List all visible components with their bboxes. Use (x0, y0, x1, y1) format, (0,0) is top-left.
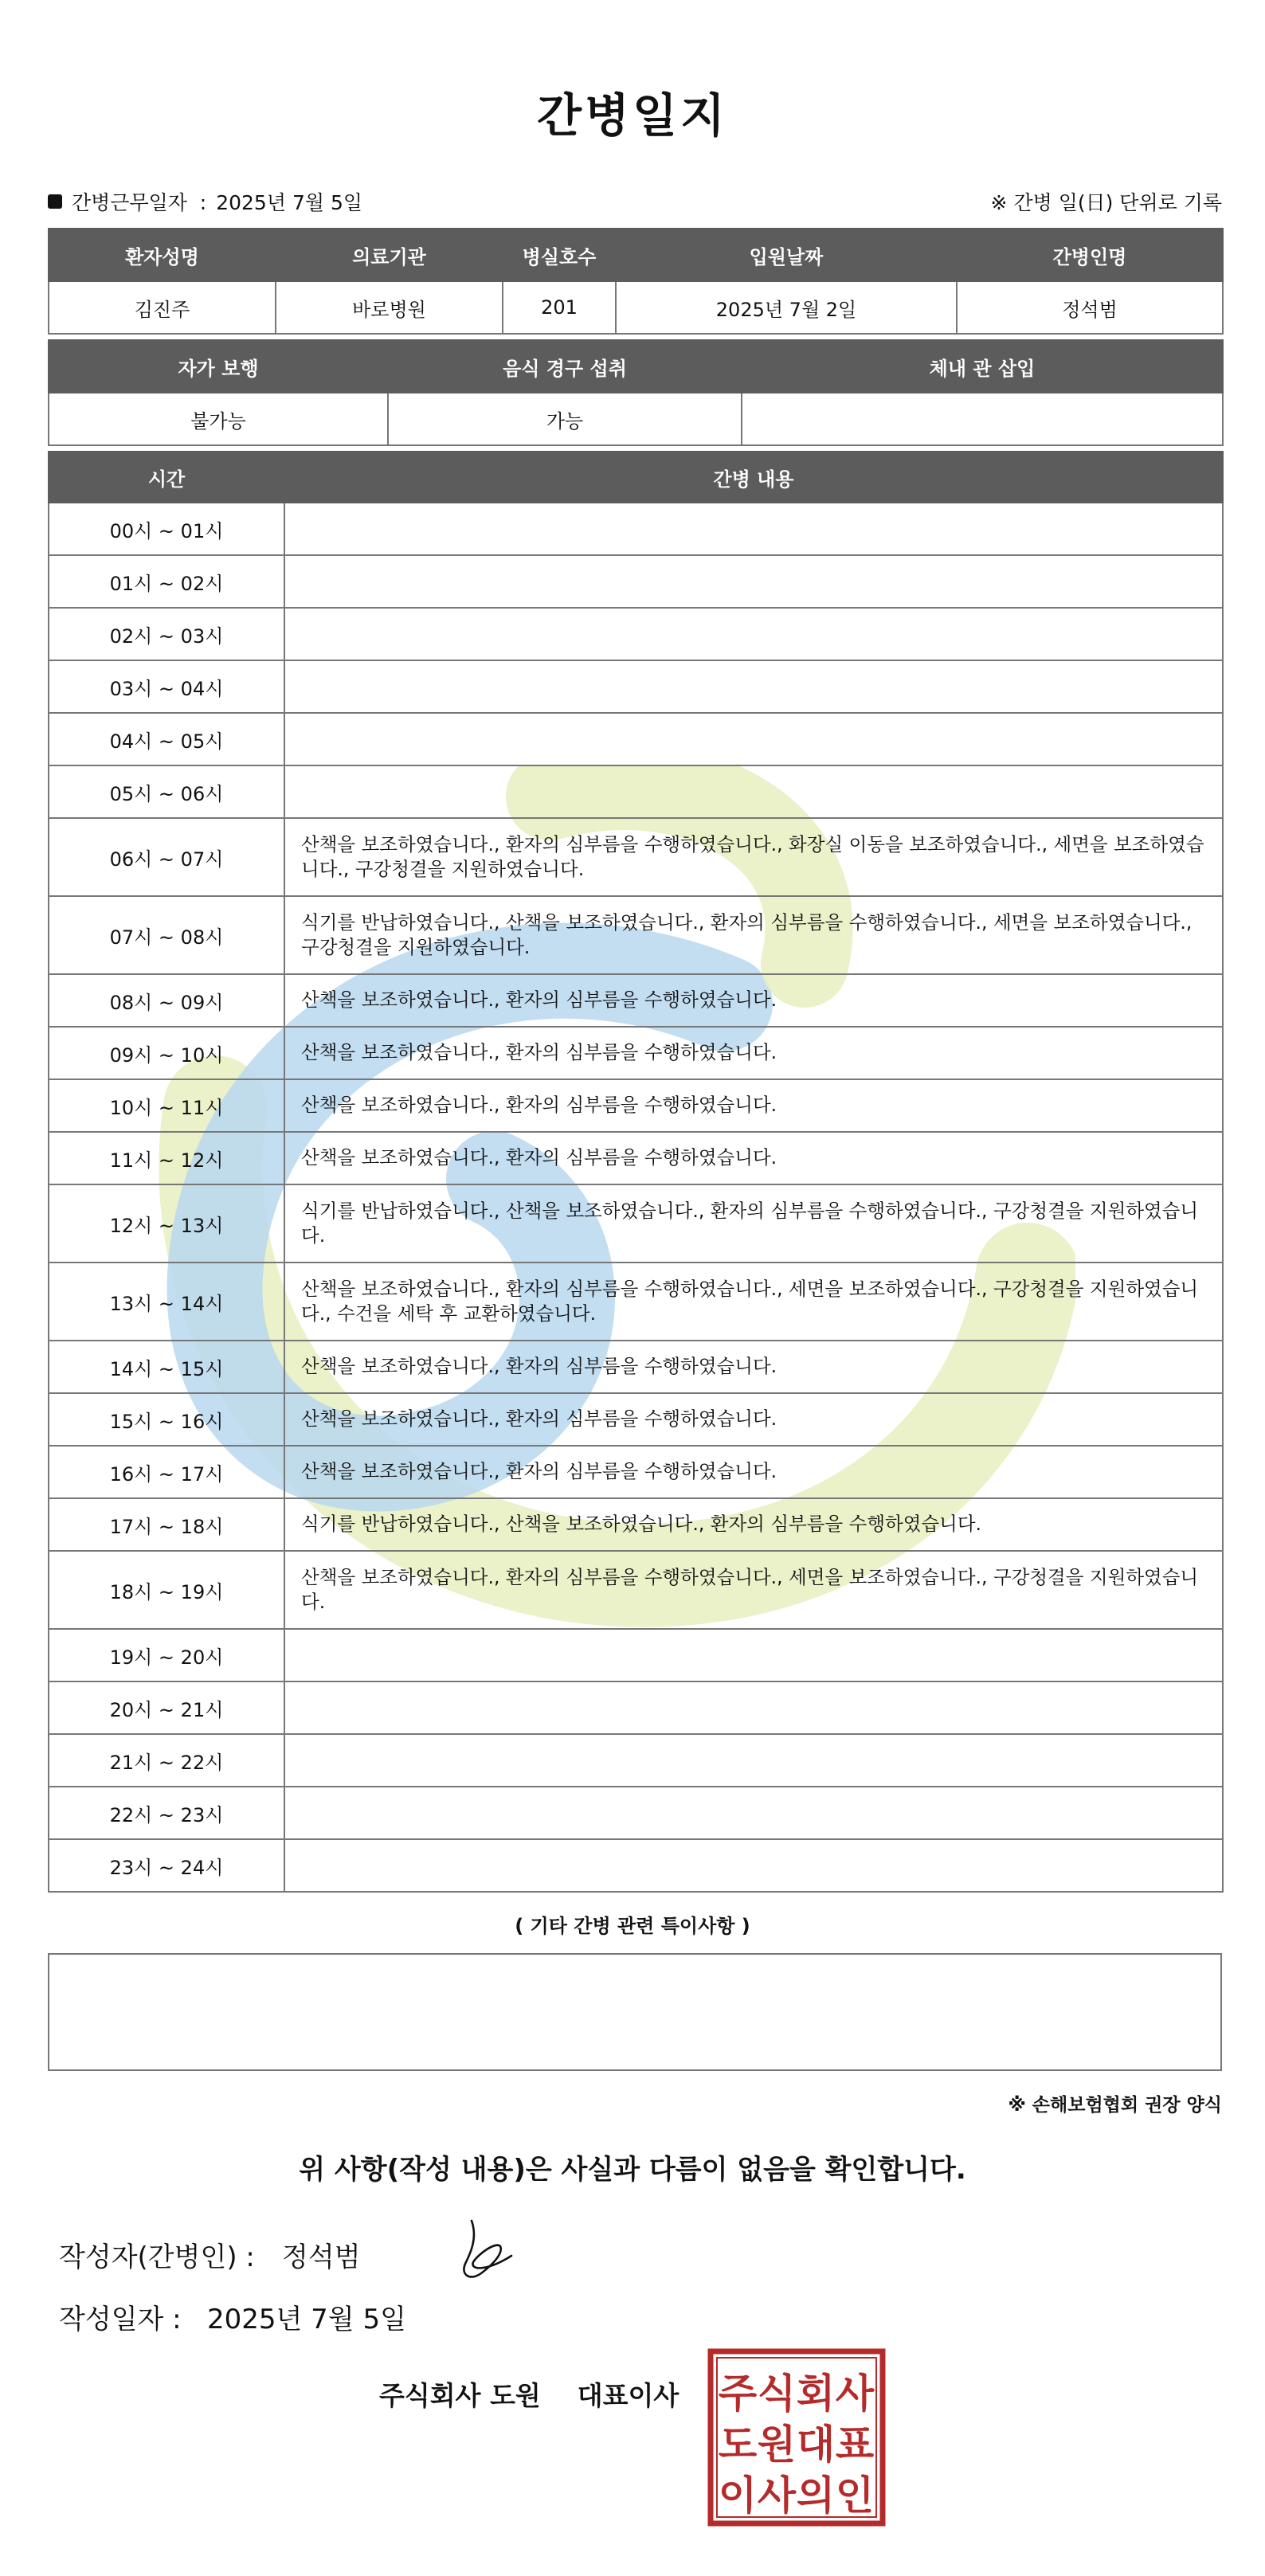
care-log-time: 23시 ~ 24시 (49, 1839, 284, 1892)
care-log-content (284, 608, 1223, 660)
care-log-time: 18시 ~ 19시 (49, 1551, 284, 1629)
care-log-row (49, 1446, 1223, 1498)
seal-character: 회 (796, 2370, 836, 2417)
header-caregiver-name: 간병인명 (957, 229, 1223, 281)
care-log-content: 산책을 보조하였습니다., 환자의 심부름을 수행하였습니다., 세면을 보조하였습니다., 구강청결을 지원하였습니다., 수건을 세탁 후 교환하였습니다. (284, 1263, 1223, 1341)
remarks-title: ( 기타 간병 관련 특이사항 ) (515, 1915, 750, 1937)
writer-label: 작성자(간병인) : (59, 2241, 255, 2273)
care-log-time: 14시 ~ 15시 (49, 1341, 284, 1393)
caregiver-name: 정석범 (957, 281, 1223, 334)
care-log-content: 산책을 보조하였습니다., 환자의 심부름을 수행하였습니다. (284, 1341, 1223, 1393)
care-log-row (49, 765, 1223, 818)
care-log-content: 산책을 보조하였습니다., 환자의 심부름을 수행하였습니다. (284, 1132, 1223, 1184)
care-log-row (49, 1498, 1223, 1551)
seal-character: 의 (796, 2472, 836, 2519)
care-log-time: 09시 ~ 10시 (49, 1027, 284, 1079)
care-log-content (284, 1629, 1223, 1681)
care-log-content (284, 555, 1223, 608)
care-log-row (49, 1341, 1223, 1393)
meta-row (48, 186, 1222, 217)
care-log-time: 20시 ~ 21시 (49, 1681, 284, 1734)
care-log-content: 산책을 보조하였습니다., 환자의 심부름을 수행하였습니다., 세면을 보조하였습니다., 구강청결을 지원하였습니다. (284, 1551, 1223, 1629)
care-log-table (48, 451, 1224, 1893)
care-log-time: 04시 ~ 05시 (49, 713, 284, 765)
seal-character: 이 (718, 2472, 758, 2519)
company-line (379, 2375, 679, 2413)
square-bullet-icon (48, 194, 62, 209)
hospital-name: 바로병원 (276, 281, 503, 334)
care-log-time: 01시 ~ 02시 (49, 555, 284, 608)
care-log-row (49, 555, 1223, 608)
care-log-content: 식기를 반납하였습니다., 산책을 보조하였습니다., 환자의 심부름을 수행하였습니다. (284, 1498, 1223, 1551)
seal-character: 식 (757, 2370, 797, 2417)
status-info-values (49, 393, 1223, 445)
care-log-content: 산책을 보조하였습니다., 환자의 심부름을 수행하였습니다. (284, 974, 1223, 1027)
header-tube-insertion: 체내 관 삽입 (742, 340, 1223, 393)
company-seal-stamp (707, 2348, 886, 2527)
care-log-time: 06시 ~ 07시 (49, 818, 284, 896)
care-log-content (284, 1787, 1223, 1839)
care-log-row (49, 608, 1223, 660)
header-oral-intake: 음식 경구 섭취 (388, 340, 742, 393)
write-date-value: 2025년 7월 5일 (207, 2304, 406, 2335)
care-log-content: 산책을 보조하였습니다., 환자의 심부름을 수행하였습니다. (284, 1027, 1223, 1079)
recommend-note: ※ 손해보험협회 권장 양식 (1008, 2095, 1222, 2116)
header-care-content: 간병 내용 (284, 452, 1223, 503)
seal-character: 주 (718, 2370, 758, 2417)
care-log-time: 19시 ~ 20시 (49, 1629, 284, 1681)
writer-name: 정석범 (282, 2241, 361, 2273)
care-log-row (49, 1681, 1223, 1734)
record-note: ※ 간병 일(日) 단위로 기록 (990, 191, 1222, 214)
header-patient-name: 환자성명 (49, 229, 276, 281)
care-log-row (49, 503, 1223, 555)
care-log-content: 식기를 반납하였습니다., 산책을 보조하였습니다., 환자의 심부름을 수행하였습니다., 구강청결을 지원하였습니다. (284, 1184, 1223, 1263)
company-role: 대표이사 (577, 2380, 679, 2411)
care-log-row (49, 1393, 1223, 1446)
care-log-time: 00시 ~ 01시 (49, 503, 284, 555)
care-log-content: 산책을 보조하였습니다., 환자의 심부름을 수행하였습니다. (284, 1079, 1223, 1132)
care-log-time: 15시 ~ 16시 (49, 1393, 284, 1446)
header-self-walking: 자가 보행 (49, 340, 388, 393)
care-log-content: 산책을 보조하였습니다., 환자의 심부름을 수행하였습니다. (284, 1393, 1223, 1446)
care-log-time: 11시 ~ 12시 (49, 1132, 284, 1184)
care-log-row (49, 1263, 1223, 1341)
self-walking-value: 불가능 (49, 393, 388, 445)
seal-character: 도 (718, 2421, 758, 2468)
care-log-time: 13시 ~ 14시 (49, 1263, 284, 1341)
care-log-content (284, 765, 1223, 818)
care-log-time: 08시 ~ 09시 (49, 974, 284, 1027)
care-log-time: 21시 ~ 22시 (49, 1734, 284, 1787)
write-date-line (59, 2297, 406, 2336)
care-log-content: 산책을 보조하였습니다., 환자의 심부름을 수행하였습니다. (284, 1446, 1223, 1498)
writer-line (59, 2235, 361, 2274)
care-log-row (49, 1551, 1223, 1629)
work-date (48, 187, 362, 216)
patient-name: 김진주 (49, 281, 276, 334)
care-log-time: 22시 ~ 23시 (49, 1787, 284, 1839)
write-date-label: 작성일자 : (59, 2304, 182, 2335)
oral-intake-value: 가능 (388, 393, 742, 445)
care-log-row (49, 1734, 1223, 1787)
care-log-content (284, 1681, 1223, 1734)
remarks-box (48, 1953, 1222, 2071)
care-log-time: 07시 ~ 08시 (49, 896, 284, 974)
seal-character: 사 (757, 2472, 797, 2519)
care-log-content (284, 660, 1223, 713)
patient-info-values (49, 281, 1223, 334)
care-log-time: 17시 ~ 18시 (49, 1498, 284, 1551)
care-log-row (49, 1839, 1223, 1892)
care-log-row (49, 818, 1223, 896)
care-log-content (284, 1839, 1223, 1892)
care-log-body (49, 503, 1223, 1892)
company-name: 주식회사 도원 (379, 2380, 541, 2411)
header-admission-date: 입원날짜 (616, 229, 957, 281)
care-log-time: 02시 ~ 03시 (49, 608, 284, 660)
care-log-row (49, 1629, 1223, 1681)
care-log-row (49, 713, 1223, 765)
seal-character: 원 (757, 2421, 797, 2468)
signature-icon (454, 2214, 516, 2288)
seal-character: 표 (835, 2421, 875, 2468)
care-log-time: 10시 ~ 11시 (49, 1079, 284, 1132)
care-log-content (284, 1734, 1223, 1787)
care-log-row (49, 1079, 1223, 1132)
care-log-time: 12시 ~ 13시 (49, 1184, 284, 1263)
status-info-header (49, 340, 1223, 393)
care-log-content: 산책을 보조하였습니다., 환자의 심부름을 수행하였습니다., 화장실 이동을 보조하였습니다., 세면을 보조하였습니다., 구강청결을 지원하였습니다. (284, 818, 1223, 896)
care-log-row (49, 1027, 1223, 1079)
admission-date: 2025년 7월 2일 (616, 281, 957, 334)
care-log-row (49, 974, 1223, 1027)
care-log-row (49, 1132, 1223, 1184)
room-number: 201 (503, 281, 616, 334)
status-info-table (48, 339, 1224, 446)
patient-info-table (48, 228, 1224, 335)
document-title: 간병일지 (536, 88, 729, 143)
care-log-row (49, 660, 1223, 713)
care-log-time: 05시 ~ 06시 (49, 765, 284, 818)
header-room: 병실호수 (503, 229, 616, 281)
tube-insertion-value (742, 393, 1223, 445)
care-log-content (284, 503, 1223, 555)
care-log-content: 식기를 반납하였습니다., 산책을 보조하였습니다., 환자의 심부름을 수행하였습니다., 세면을 보조하였습니다., 구강청결을 지원하였습니다. (284, 896, 1223, 974)
care-log-row (49, 1787, 1223, 1839)
care-log-header (49, 452, 1223, 503)
seal-character: 인 (835, 2472, 875, 2519)
work-date-label: 간병근무일자 : (72, 191, 207, 214)
confirmation-statement: 위 사항(작성 내용)은 사실과 다름이 없음을 확인합니다. (299, 2154, 966, 2186)
care-log-content (284, 713, 1223, 765)
seal-character: 대 (796, 2421, 836, 2468)
seal-character: 사 (835, 2370, 875, 2417)
care-log-time: 03시 ~ 04시 (49, 660, 284, 713)
header-time: 시간 (49, 452, 284, 503)
care-log-time: 16시 ~ 17시 (49, 1446, 284, 1498)
care-log-row (49, 896, 1223, 974)
header-hospital: 의료기관 (276, 229, 503, 281)
patient-info-header (49, 229, 1223, 281)
care-log-row (49, 1184, 1223, 1263)
work-date-value: 2025년 7월 5일 (216, 191, 362, 214)
